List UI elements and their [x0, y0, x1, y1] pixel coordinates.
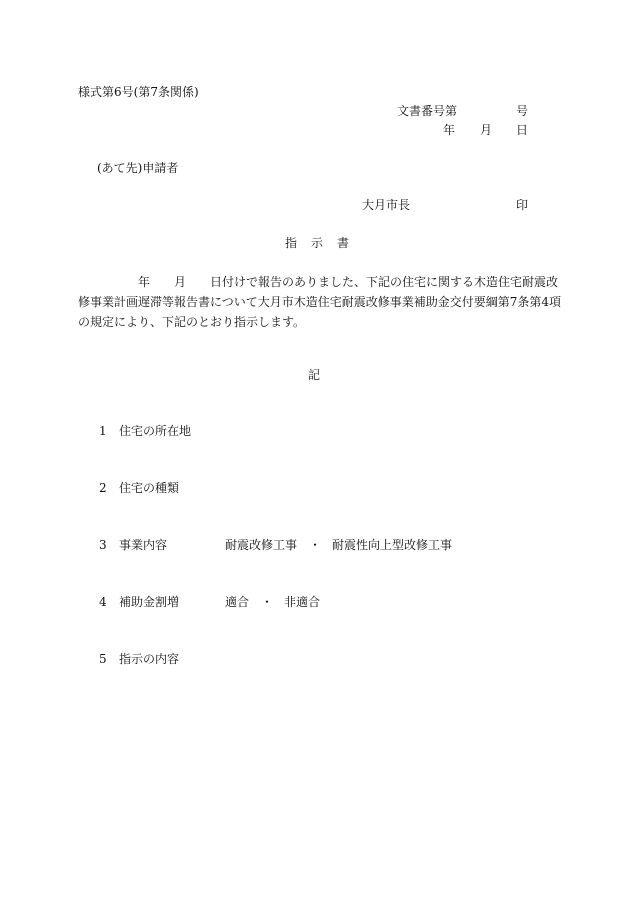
- title-char: 示: [311, 236, 324, 250]
- seal-mark: 印: [516, 198, 529, 212]
- item-label: 指示の内容: [119, 652, 180, 666]
- option-not-eligible: 非適合: [284, 595, 321, 609]
- item-number: 3: [99, 538, 107, 552]
- item-project-content: [99, 537, 167, 553]
- option-seismic-retrofit: 耐震改修工事: [225, 538, 298, 552]
- item-label: 事業内容: [119, 538, 168, 552]
- item-housing-type: [99, 480, 179, 496]
- date-day-label: 日: [516, 123, 529, 137]
- item-subsidy-increase: [99, 594, 179, 610]
- item-label: 住宅の所在地: [119, 424, 192, 438]
- document-number-suffix: 号: [516, 104, 529, 118]
- item-number: 1: [99, 424, 107, 438]
- item-label: 住宅の種類: [119, 481, 180, 495]
- title-char: 書: [337, 236, 350, 250]
- document-number-label: 文書番号第: [397, 104, 458, 118]
- item-number: 5: [99, 652, 107, 666]
- date-year-label: 年: [443, 123, 456, 137]
- issuer-name: 大月市長: [362, 198, 411, 212]
- addressee: (あて先)申請者: [97, 161, 179, 175]
- item-label: 補助金割増: [119, 595, 180, 609]
- body-line: の規定により、下記のとおり指示します。: [78, 315, 306, 329]
- item-number: 4: [99, 595, 107, 609]
- form-number: 様式第6号(第7条関係): [78, 85, 199, 99]
- item-instruction-content: [99, 651, 179, 667]
- body-line: 修事業計画遅滞等報告書について大月市木造住宅耐震改修事業補助金交付要綱第7条第4項: [78, 295, 562, 309]
- record-heading: 記: [308, 368, 321, 382]
- instruction-body: [78, 272, 562, 332]
- option-separator: ・: [261, 595, 274, 609]
- option-separator: ・: [309, 538, 322, 552]
- item-housing-location: [99, 423, 191, 439]
- option-seismic-improvement: 耐震性向上型改修工事: [332, 538, 453, 552]
- title-char: 指: [285, 236, 298, 250]
- body-line: 年 月 日付けで報告のありました、下記の住宅に関する木造住宅耐震改: [78, 275, 559, 289]
- date-month-label: 月: [480, 123, 493, 137]
- item-number: 2: [99, 481, 107, 495]
- document-title: [285, 235, 349, 251]
- option-eligible: 適合: [225, 595, 250, 609]
